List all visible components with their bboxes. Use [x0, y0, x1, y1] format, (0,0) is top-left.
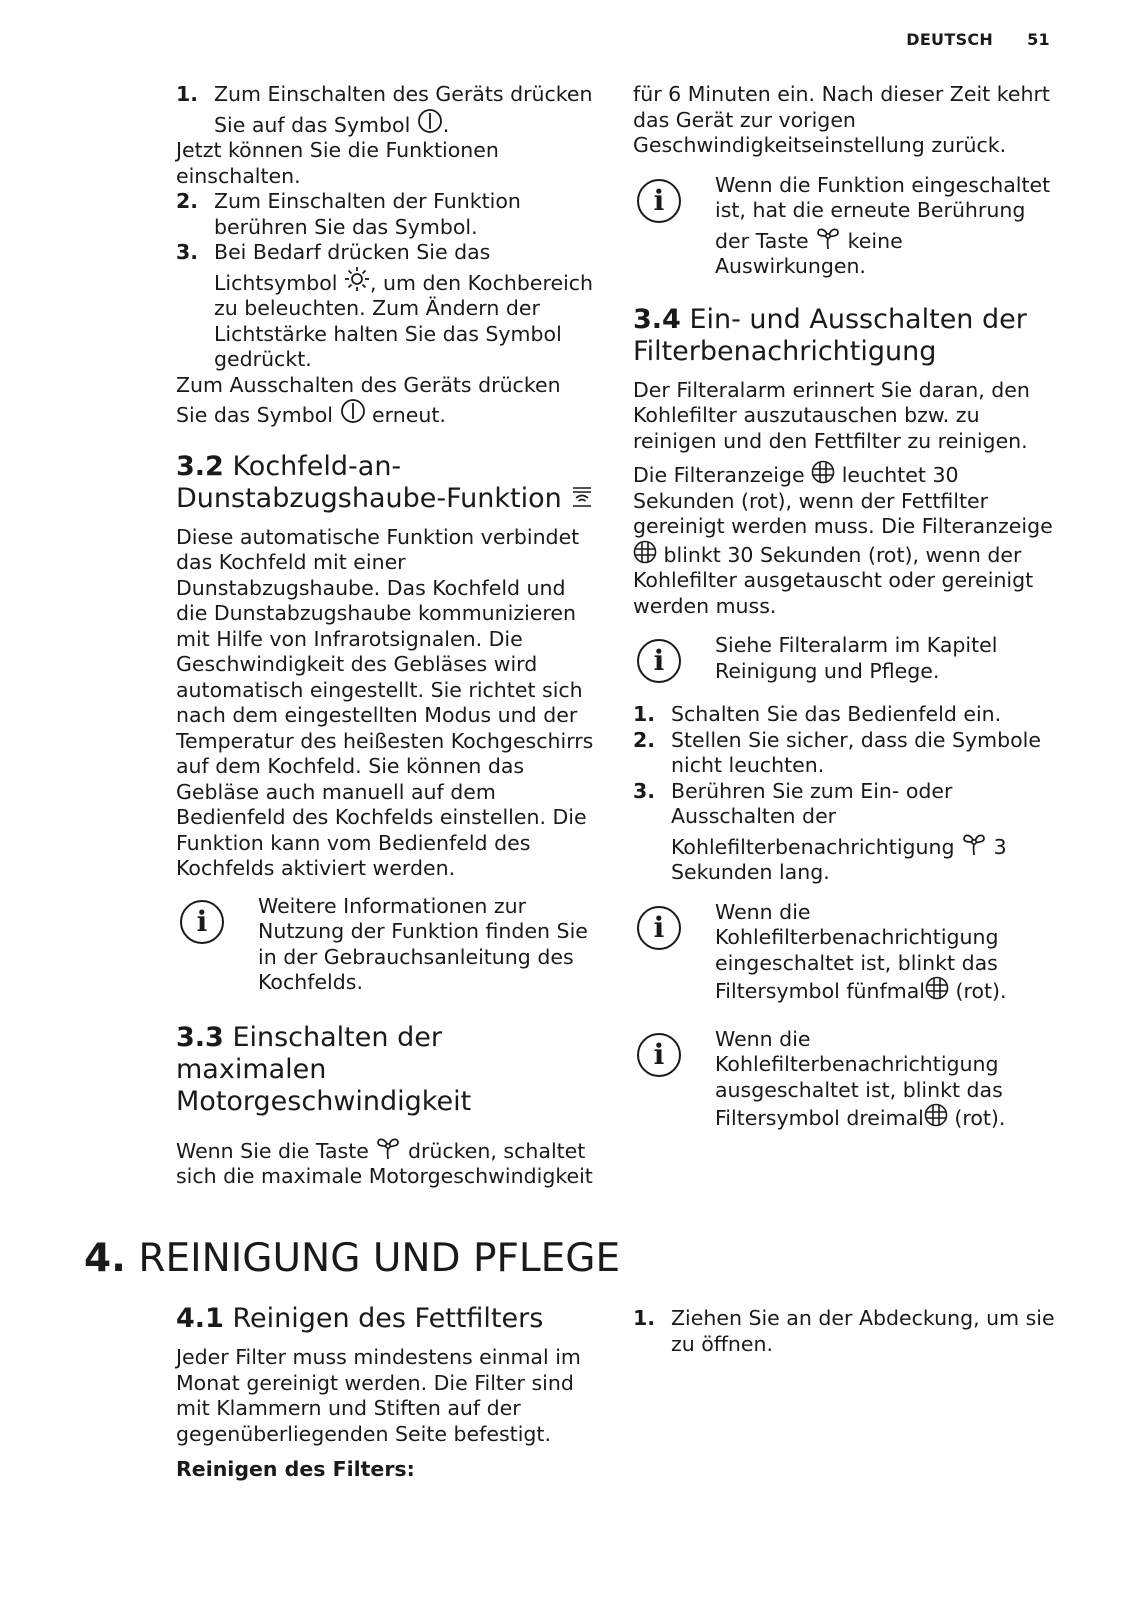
info-icon: i: [637, 179, 681, 223]
section-heading-3-4: 3.4 Ein- und Ausschalten der Filterbenachrichtigung: [633, 303, 1027, 367]
steps-list-2: [176, 189, 596, 373]
filter-icon: [811, 460, 835, 484]
paragraph: Zum Ausschalten des Geräts drücken Sie das Symbol erneut.: [176, 372, 561, 427]
paragraph: Jeder Filter muss mindestens einmal im Monat gereinigt werden. Die Filter sind mit Klammern und Stiften auf der gegenüberliegenden Seite befestigt.: [176, 1345, 581, 1446]
fan-icon: [961, 830, 987, 856]
list-item: 3. Bei Bedarf drücken Sie das Lichtsymbol , um den Kochbereich zu beleuchten. Zum Ändern der Lichtstärke halten Sie das Symbol gedrückt.: [176, 240, 594, 371]
filter-icon: [924, 1103, 948, 1127]
info-note: i Wenn die Kohlefilterbenachrichtigung eingeschaltet ist, blinkt das Filtersymbol fünfmal (rot).: [633, 900, 1058, 1005]
page-number: 51: [1027, 30, 1050, 49]
fan-icon: [815, 224, 841, 250]
section-heading-3-2: 3.2 Kochfeld-an-Dunstabzugshaube-Funktion: [176, 451, 596, 515]
page-header: [906, 30, 1050, 49]
info-note: i Weitere Informationen zur Nutzung der Funktion finden Sie in der Gebrauchsanleitung des Kochfelds.: [176, 894, 596, 996]
info-note: i Wenn die Kohlefilterbenachrichtigung ausgeschaltet ist, blinkt das Filtersymbol dreimal (rot).: [633, 1027, 1058, 1132]
list-item: 1. Schalten Sie das Bedienfeld ein.: [633, 702, 1002, 726]
paragraph: für 6 Minuten ein. Nach dieser Zeit kehrt das Gerät zur vorigen Geschwindigkeitseinstellung zurück.: [633, 82, 1050, 157]
section-heading-4-1: 4.1 Reinigen des Fettfilters: [176, 1303, 544, 1334]
subheading: Reinigen des Filters:: [176, 1457, 415, 1481]
filter-icon: [633, 540, 657, 564]
paragraph: Diese automatische Funktion verbindet das Kochfeld mit einer Dunstabzugshaube. Das Kochfeld und die Dunstabzugshaube kommunizieren mit Hilfe von Infrarotsignalen. Die Geschwindigkeit des Gebläses wird automatisch eingestellt. Sie richtet sich nach dem eingestellten Modus und der Temperatur des heißesten Kochgeschirrs auf dem Kochfeld. Sie können das Gebläse auch manuell auf dem Bedienfeld des Kochfelds einstellen. Die Funktion kann vom Bedienfeld des Kochfelds aktiviert werden.: [176, 524, 594, 880]
fan-icon: [375, 1134, 401, 1160]
section-heading-3-3: 3.3 Einschalten der maximalen Motorgeschwindigkeit: [176, 1021, 472, 1117]
info-icon: i: [637, 639, 681, 683]
list-item: 2. Zum Einschalten der Funktion berühren Sie das Symbol.: [176, 189, 521, 239]
hob-to-hood-icon: [570, 485, 594, 509]
light-icon: [344, 266, 370, 292]
steps-list-1: [176, 82, 596, 138]
paragraph: Die Filteranzeige leuchtet 30 Sekunden (rot), wenn der Fettfilter gereinigt werden muss. Die Filteranzeige blinkt 30 Sekunden (rot), wenn der Kohlefilter ausgetauscht oder gereinigt werden muss.: [633, 460, 1058, 619]
right-column: [633, 82, 1058, 1132]
steps-list-3: [633, 702, 1058, 886]
power-icon: [417, 108, 443, 134]
steps-list-4: [633, 1306, 1058, 1357]
left-column: [176, 82, 596, 1190]
paragraph: Jetzt können Sie die Funktionen einschalten.: [176, 138, 499, 188]
info-icon: i: [637, 906, 681, 950]
list-item: 3. Berühren Sie zum Ein- oder Ausschalten der Kohlefilterbenachrichtigung 3 Sekunden lang.: [633, 778, 1007, 884]
section-4-1-steps: [633, 1306, 1058, 1357]
paragraph: Wenn Sie die Taste drücken, schaltet sich die maximale Motorgeschwindigkeit: [176, 1134, 596, 1190]
section-4-1: [176, 1303, 596, 1483]
filter-icon: [925, 976, 949, 1000]
language-label: DEUTSCH: [906, 30, 994, 49]
chapter-heading: 4. REINIGUNG UND PFLEGE: [84, 1236, 621, 1281]
info-icon: i: [180, 900, 224, 944]
list-item: 1. Ziehen Sie an der Abdeckung, um sie zu öffnen.: [633, 1306, 1055, 1356]
info-note: i Siehe Filteralarm im Kapitel Reinigung und Pflege.: [633, 633, 1058, 684]
info-icon: i: [637, 1033, 681, 1077]
paragraph: Der Filteralarm erinnert Sie daran, den Kohlefilter auszutauschen bzw. zu reinigen und den Fettfilter zu reinigen.: [633, 377, 1030, 453]
power-icon: [340, 398, 366, 424]
list-item: 1. Zum Einschalten des Geräts drücken Sie auf das Symbol .: [176, 82, 593, 137]
list-item: 2. Stellen Sie sicher, dass die Symbole nicht leuchten.: [633, 727, 1041, 777]
info-note: i Wenn die Funktion eingeschaltet ist, hat die erneute Berührung der Taste keine Auswirkungen.: [633, 173, 1058, 280]
